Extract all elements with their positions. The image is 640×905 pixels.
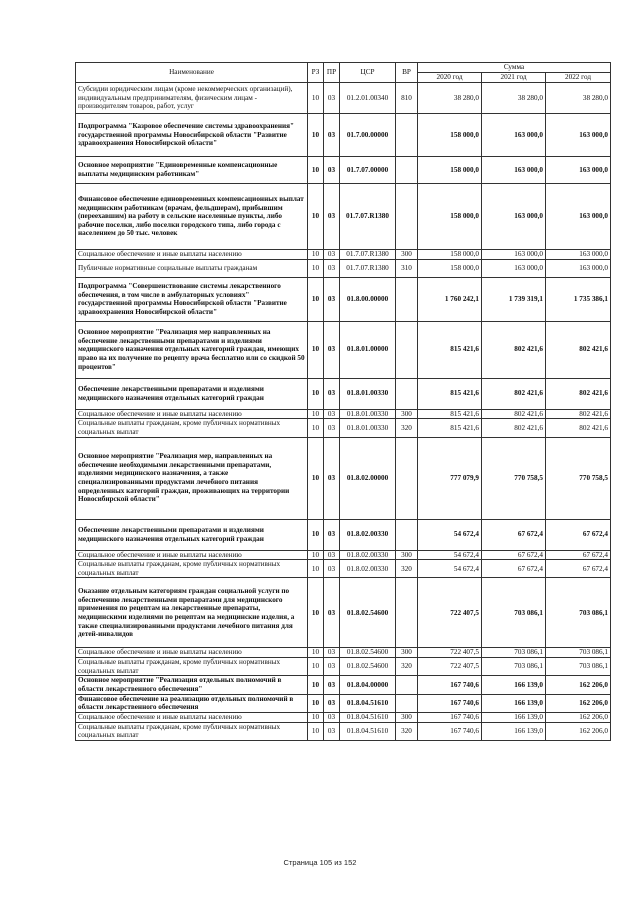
- table-row: [76, 676, 611, 694]
- cell-value-2021: 1 739 319,1: [482, 277, 546, 321]
- cell-name: Социальные выплаты гражданам, кроме публичных нормативных социальных выплат: [76, 722, 308, 740]
- cell-value-2020: 54 672,4: [418, 560, 482, 578]
- table-row: [76, 550, 611, 560]
- cell-value-2021: 163 000,0: [482, 114, 546, 157]
- cell-rz: 10: [308, 648, 324, 658]
- cell-value-2021: 38 280,0: [482, 83, 546, 114]
- cell-pr: 03: [324, 378, 340, 409]
- cell-rz: 10: [308, 550, 324, 560]
- cell-csr: 01.8.02.00330: [340, 550, 396, 560]
- cell-pr: 03: [324, 419, 340, 437]
- cell-value-2021: 67 672,4: [482, 550, 546, 560]
- cell-name: Финансовое обеспечение единовременных компенсационных выплат медицинским работникам (врачам, фельдшерам), прибывшим (переехавшим) на работу в сельские населенные пункты, либо рабочие поселки, либо поселки городского типа, либо города с населением до 50 тыс. человек: [76, 184, 308, 250]
- cell-value-2021: 802 421,6: [482, 378, 546, 409]
- cell-value-2020: 158 000,0: [418, 184, 482, 250]
- cell-csr: 01.8.01.00330: [340, 419, 396, 437]
- cell-value-2022: 67 672,4: [546, 560, 611, 578]
- cell-name: Социальные выплаты гражданам, кроме публичных нормативных социальных выплат: [76, 560, 308, 578]
- cell-rz: 10: [308, 409, 324, 419]
- cell-value-2020: 815 421,6: [418, 409, 482, 419]
- header-name: Наименование: [76, 63, 308, 83]
- cell-pr: 03: [324, 184, 340, 250]
- cell-name: Подпрограмма "Совершенствование системы лекарственного обеспечения, в том числе в амбулаторных условиях" государственной программы Новосибирской области "Развитие здравоохранения Новосибирской области": [76, 277, 308, 321]
- cell-value-2021: 166 139,0: [482, 676, 546, 694]
- table-row: [76, 83, 611, 114]
- cell-pr: 03: [324, 722, 340, 740]
- cell-rz: 10: [308, 321, 324, 378]
- table-row: [76, 437, 611, 519]
- cell-vr: [396, 184, 418, 250]
- table-row: [76, 277, 611, 321]
- cell-value-2022: 162 206,0: [546, 676, 611, 694]
- cell-value-2022: 802 421,6: [546, 378, 611, 409]
- cell-name: Подпрограмма "Казровое обеспечение системы здравоохранения" государственной программы Новосибирской области "Развитие здравоохранения Новосибирской области": [76, 114, 308, 157]
- cell-rz: 10: [308, 157, 324, 184]
- table-row: [76, 409, 611, 419]
- cell-csr: 01.7.07.R1380: [340, 250, 396, 260]
- cell-value-2022: 703 086,1: [546, 658, 611, 676]
- cell-value-2021: 703 086,1: [482, 658, 546, 676]
- cell-value-2022: 163 000,0: [546, 259, 611, 277]
- budget-table: [75, 62, 611, 741]
- cell-vr: 320: [396, 658, 418, 676]
- cell-pr: 03: [324, 277, 340, 321]
- cell-pr: 03: [324, 560, 340, 578]
- cell-value-2020: 158 000,0: [418, 157, 482, 184]
- cell-csr: 01.7.07.R1380: [340, 259, 396, 277]
- cell-rz: 10: [308, 722, 324, 740]
- table-row: [76, 658, 611, 676]
- cell-value-2022: 163 000,0: [546, 184, 611, 250]
- cell-value-2021: 67 672,4: [482, 560, 546, 578]
- cell-rz: 10: [308, 437, 324, 519]
- cell-value-2022: 67 672,4: [546, 519, 611, 550]
- cell-name: Основное мероприятие "Единовременные компенсационные выплаты медицинским работникам": [76, 157, 308, 184]
- cell-value-2020: 815 421,6: [418, 378, 482, 409]
- cell-vr: [396, 321, 418, 378]
- cell-value-2020: 54 672,4: [418, 519, 482, 550]
- cell-vr: [396, 157, 418, 184]
- cell-value-2020: 777 079,9: [418, 437, 482, 519]
- cell-value-2021: 67 672,4: [482, 519, 546, 550]
- cell-value-2021: 802 421,6: [482, 409, 546, 419]
- cell-pr: 03: [324, 83, 340, 114]
- cell-value-2020: 722 407,5: [418, 658, 482, 676]
- cell-vr: 300: [396, 250, 418, 260]
- cell-value-2021: 802 421,6: [482, 419, 546, 437]
- cell-pr: 03: [324, 519, 340, 550]
- table-row: [76, 722, 611, 740]
- cell-csr: 01.8.02.54600: [340, 658, 396, 676]
- cell-pr: 03: [324, 658, 340, 676]
- cell-value-2022: 67 672,4: [546, 550, 611, 560]
- cell-name: Финансовое обеспечение на реализацию отдельных полномочий в области лекарственного обеспечения: [76, 694, 308, 712]
- cell-pr: 03: [324, 712, 340, 722]
- cell-value-2021: 166 139,0: [482, 712, 546, 722]
- cell-value-2022: 802 421,6: [546, 321, 611, 378]
- cell-pr: 03: [324, 114, 340, 157]
- cell-pr: 03: [324, 676, 340, 694]
- cell-csr: 01.8.01.00330: [340, 378, 396, 409]
- cell-rz: 10: [308, 277, 324, 321]
- cell-vr: [396, 437, 418, 519]
- cell-csr: 01.8.00.00000: [340, 277, 396, 321]
- cell-csr: 01.8.04.51610: [340, 722, 396, 740]
- cell-value-2020: 167 740,6: [418, 712, 482, 722]
- cell-value-2021: 163 000,0: [482, 184, 546, 250]
- cell-value-2021: 703 086,1: [482, 648, 546, 658]
- cell-value-2022: 770 758,5: [546, 437, 611, 519]
- cell-rz: 10: [308, 83, 324, 114]
- cell-csr: 01.8.01.00330: [340, 409, 396, 419]
- cell-value-2020: 38 280,0: [418, 83, 482, 114]
- cell-value-2022: 162 206,0: [546, 722, 611, 740]
- cell-name: Социальные выплаты гражданам, кроме публичных нормативных социальных выплат: [76, 419, 308, 437]
- cell-pr: 03: [324, 157, 340, 184]
- page-footer: Страница 105 из 152: [283, 858, 357, 867]
- cell-vr: 300: [396, 712, 418, 722]
- cell-value-2021: 166 139,0: [482, 694, 546, 712]
- cell-name: Обеспечение лекарственными препаратами и изделиями медицинского назначения отдельных категорий граждан: [76, 378, 308, 409]
- cell-csr: 01.8.02.00330: [340, 560, 396, 578]
- table-row: [76, 250, 611, 260]
- cell-value-2021: 703 086,1: [482, 578, 546, 648]
- cell-name: Социальное обеспечение и иные выплаты населению: [76, 550, 308, 560]
- cell-value-2020: 158 000,0: [418, 250, 482, 260]
- cell-csr: 01.8.02.54600: [340, 578, 396, 648]
- table-row: [76, 694, 611, 712]
- cell-value-2020: 158 000,0: [418, 259, 482, 277]
- cell-pr: 03: [324, 578, 340, 648]
- cell-vr: [396, 519, 418, 550]
- cell-rz: 10: [308, 184, 324, 250]
- cell-value-2021: 163 000,0: [482, 157, 546, 184]
- cell-value-2021: 802 421,6: [482, 321, 546, 378]
- cell-vr: 310: [396, 259, 418, 277]
- cell-value-2021: 163 000,0: [482, 250, 546, 260]
- cell-value-2022: 163 000,0: [546, 114, 611, 157]
- cell-pr: 03: [324, 250, 340, 260]
- cell-rz: 10: [308, 519, 324, 550]
- cell-value-2022: 38 280,0: [546, 83, 611, 114]
- header-sum: Сумма: [418, 63, 611, 73]
- cell-value-2020: 54 672,4: [418, 550, 482, 560]
- cell-vr: [396, 676, 418, 694]
- cell-csr: 01.8.04.00000: [340, 676, 396, 694]
- cell-value-2022: 162 206,0: [546, 694, 611, 712]
- cell-name: Основное мероприятие "Реализация мер, направленных на обеспечение необходимыми лекарственными препаратами, изделиями медицинского назначения, а также специализированными продуктами лечебного питания определенных категорий граждан, проживающих на территории Новосибирской области": [76, 437, 308, 519]
- table-row: [76, 157, 611, 184]
- cell-rz: 10: [308, 712, 324, 722]
- cell-value-2020: 1 760 242,1: [418, 277, 482, 321]
- cell-csr: 01.7.07.00000: [340, 157, 396, 184]
- table-row: [76, 419, 611, 437]
- header-year-2022: 2022 год: [546, 73, 611, 83]
- cell-vr: [396, 578, 418, 648]
- cell-csr: 01.8.04.51610: [340, 694, 396, 712]
- table-row: [76, 259, 611, 277]
- cell-csr: 01.7.07.R1380: [340, 184, 396, 250]
- cell-rz: 10: [308, 694, 324, 712]
- cell-value-2022: 1 735 386,1: [546, 277, 611, 321]
- cell-value-2021: 770 758,5: [482, 437, 546, 519]
- cell-rz: 10: [308, 676, 324, 694]
- table-row: [76, 648, 611, 658]
- cell-rz: 10: [308, 250, 324, 260]
- cell-value-2022: 703 086,1: [546, 578, 611, 648]
- cell-name: Социальные выплаты гражданам, кроме публичных нормативных социальных выплат: [76, 658, 308, 676]
- cell-pr: 03: [324, 437, 340, 519]
- cell-value-2022: 802 421,6: [546, 419, 611, 437]
- cell-pr: 03: [324, 259, 340, 277]
- cell-vr: 300: [396, 409, 418, 419]
- cell-name: Основное мероприятие "Реализация отдельных полномочий в области лекарственного обеспечения": [76, 676, 308, 694]
- cell-vr: 300: [396, 648, 418, 658]
- cell-vr: 810: [396, 83, 418, 114]
- cell-vr: [396, 277, 418, 321]
- cell-name: Оказание отдельным категориям граждан социальной услуги по обеспечению лекарственными препаратами для медицинского применения по рецептам на лекарственные препараты, медицинскими изделиями по рецептам на медицинские изделия, а также специализированными продуктами лечебного питания для детей-инвалидов: [76, 578, 308, 648]
- cell-pr: 03: [324, 321, 340, 378]
- cell-csr: 01.8.01.00000: [340, 321, 396, 378]
- cell-rz: 10: [308, 578, 324, 648]
- table-row: [76, 578, 611, 648]
- table-row: [76, 321, 611, 378]
- table-row: [76, 114, 611, 157]
- cell-rz: 10: [308, 560, 324, 578]
- cell-name: Субсидии юридическим лицам (кроме некоммерческих организаций), индивидуальным предпринимателям, физическим лицам - производителям товаров, работ, услуг: [76, 83, 308, 114]
- cell-csr: 01.8.02.54600: [340, 648, 396, 658]
- cell-vr: [396, 694, 418, 712]
- cell-rz: 10: [308, 378, 324, 409]
- cell-value-2022: 163 000,0: [546, 250, 611, 260]
- header-year-2020: 2020 год: [418, 73, 482, 83]
- cell-value-2021: 163 000,0: [482, 259, 546, 277]
- cell-value-2022: 703 086,1: [546, 648, 611, 658]
- cell-vr: 320: [396, 419, 418, 437]
- cell-value-2020: 167 740,6: [418, 694, 482, 712]
- cell-rz: 10: [308, 114, 324, 157]
- cell-value-2020: 722 407,5: [418, 578, 482, 648]
- cell-name: Основное мероприятие "Реализация мер направленных на обеспечение лекарственными препаратами и изделиями медицинского назначения отдельных категорий граждан, имеющих право на их получение по рецепту врача бесплатно или со скидкой 50 процентов": [76, 321, 308, 378]
- cell-csr: 01.7.00.00000: [340, 114, 396, 157]
- header-vr: ВР: [396, 63, 418, 83]
- cell-rz: 10: [308, 419, 324, 437]
- cell-value-2020: 167 740,6: [418, 676, 482, 694]
- cell-name: Социальное обеспечение и иные выплаты населению: [76, 250, 308, 260]
- cell-pr: 03: [324, 550, 340, 560]
- cell-vr: [396, 378, 418, 409]
- cell-csr: 01.2.01.00340: [340, 83, 396, 114]
- cell-vr: 320: [396, 560, 418, 578]
- cell-value-2022: 163 000,0: [546, 157, 611, 184]
- cell-value-2022: 802 421,6: [546, 409, 611, 419]
- cell-pr: 03: [324, 409, 340, 419]
- cell-value-2022: 162 206,0: [546, 712, 611, 722]
- header-year-2021: 2021 год: [482, 73, 546, 83]
- cell-pr: 03: [324, 648, 340, 658]
- cell-name: Социальное обеспечение и иные выплаты населению: [76, 409, 308, 419]
- cell-pr: 03: [324, 694, 340, 712]
- cell-vr: [396, 114, 418, 157]
- table-row: [76, 560, 611, 578]
- cell-name: Обеспечение лекарственными препаратами и изделиями медицинского назначения отдельных категорий граждан: [76, 519, 308, 550]
- table-row: [76, 184, 611, 250]
- cell-rz: 10: [308, 259, 324, 277]
- table-row: [76, 712, 611, 722]
- header-rz: РЗ: [308, 63, 324, 83]
- cell-value-2020: 158 000,0: [418, 114, 482, 157]
- cell-csr: 01.8.02.00000: [340, 437, 396, 519]
- cell-csr: 01.8.02.00330: [340, 519, 396, 550]
- table-row: [76, 519, 611, 550]
- cell-name: Социальное обеспечение и иные выплаты населению: [76, 712, 308, 722]
- table-row: [76, 378, 611, 409]
- cell-value-2020: 815 421,6: [418, 321, 482, 378]
- cell-value-2020: 167 740,6: [418, 722, 482, 740]
- cell-csr: 01.8.04.51610: [340, 712, 396, 722]
- cell-rz: 10: [308, 658, 324, 676]
- cell-name: Социальное обеспечение и иные выплаты населению: [76, 648, 308, 658]
- cell-value-2020: 722 407,5: [418, 648, 482, 658]
- cell-name: Публичные нормативные социальные выплаты гражданам: [76, 259, 308, 277]
- cell-value-2020: 815 421,6: [418, 419, 482, 437]
- header-csr: ЦСР: [340, 63, 396, 83]
- cell-value-2021: 166 139,0: [482, 722, 546, 740]
- cell-vr: 300: [396, 550, 418, 560]
- cell-vr: 320: [396, 722, 418, 740]
- header-pr: ПР: [324, 63, 340, 83]
